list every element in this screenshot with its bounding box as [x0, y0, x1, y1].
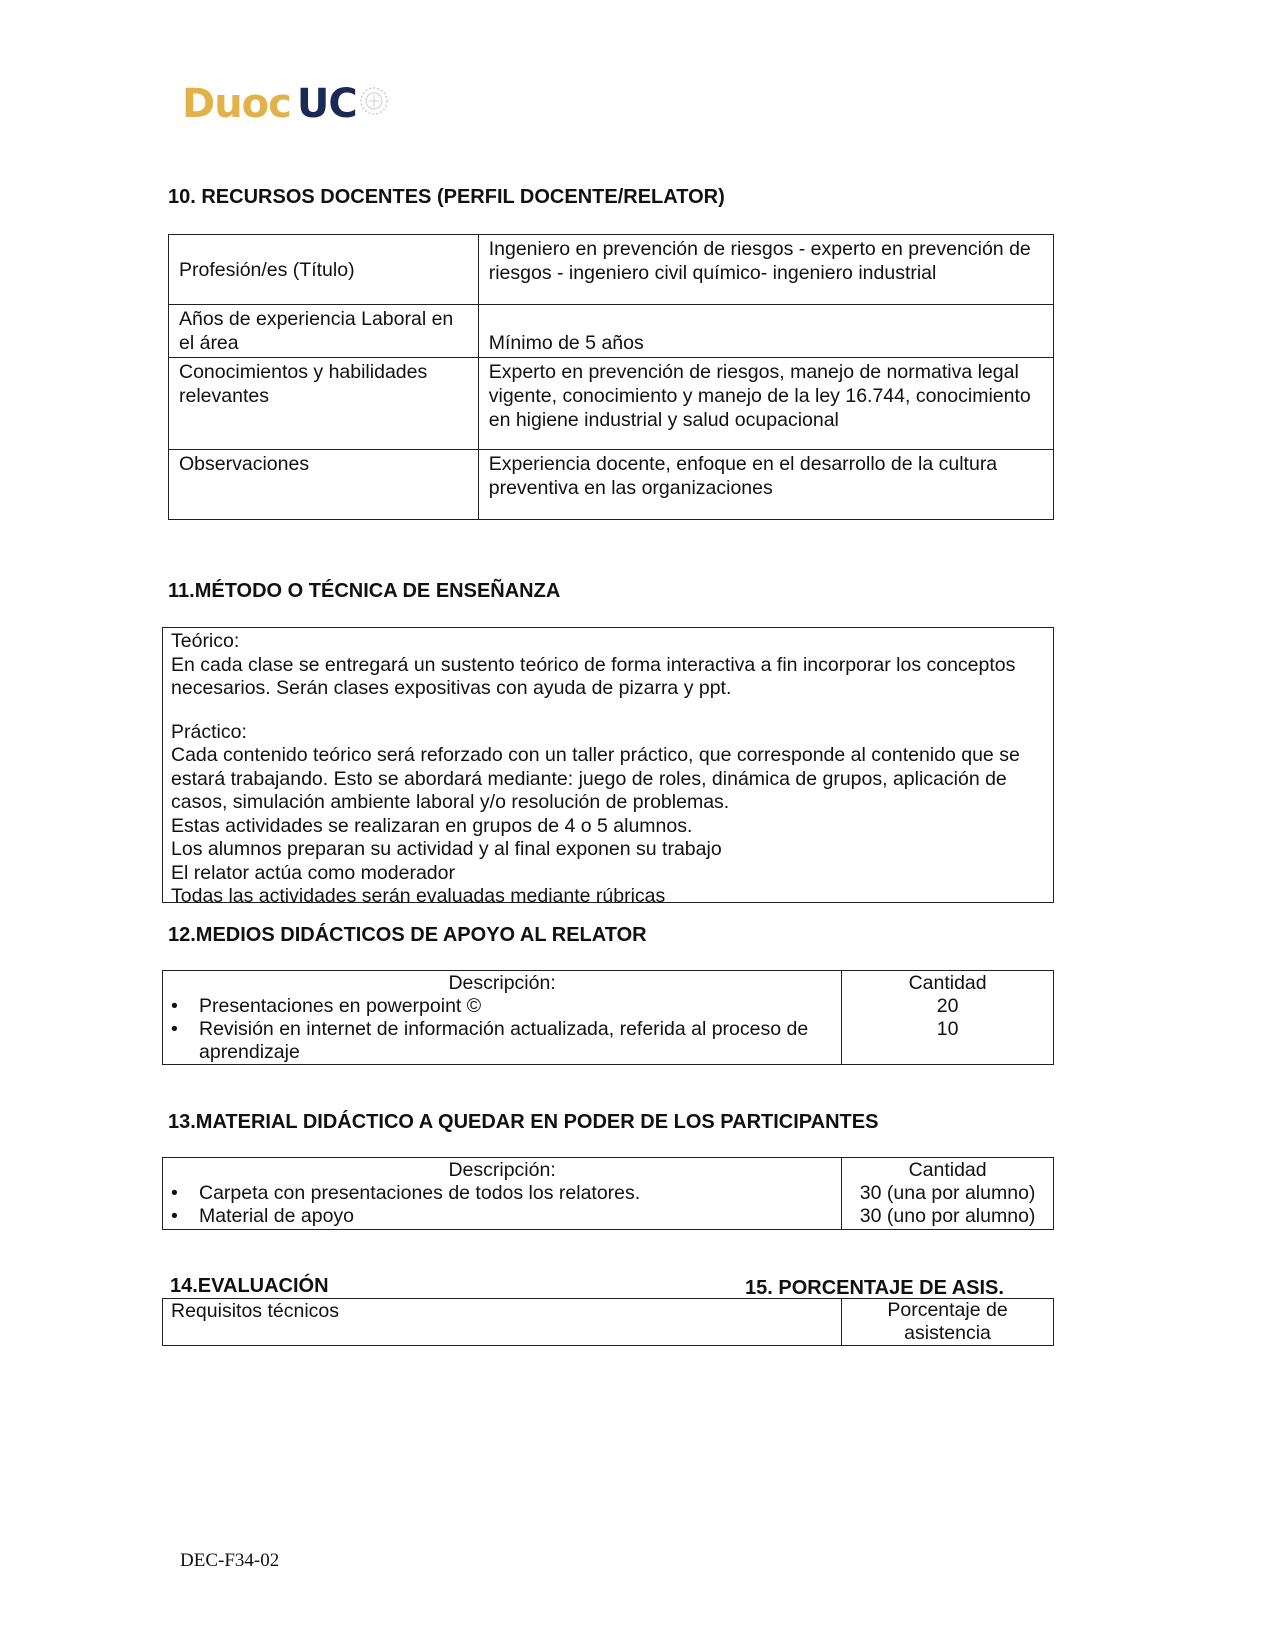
- practice-text: Cada contenido teórico será reforzado con un taller práctico, que corresponde al contenido que se estará trabajando. Esto se abordará mediante: juego de roles, dinámica de grupos, aplicación de casos, simulación ambiente laboral y/o resolución de problemas.: [171, 744, 1020, 813]
- method-line: Todas las actividades serán evaluadas mediante rúbricas: [171, 885, 666, 907]
- teaching-method-box: [162, 627, 1054, 907]
- section-10-title: 10. RECURSOS DOCENTES (PERFIL DOCENTE/RELATOR): [168, 186, 725, 208]
- table-row: [163, 1158, 1054, 1230]
- theory-text: En cada clase se entregará un sustento teórico de forma interactiva a fin incorporar los conceptos necesarios. Serán clases expositivas con ayuda de pizarra y ppt.: [171, 653, 1016, 699]
- table-row: [163, 971, 1054, 1065]
- quantity-value: 20: [936, 995, 959, 1017]
- list-item: • Carpeta con presentaciones de todos los relatores.: [163, 1182, 841, 1205]
- experience-value: Mínimo de 5 años: [488, 332, 644, 354]
- evaluation-table: [162, 1298, 1054, 1346]
- observations-value: Experiencia docente, enfoque en el desarrollo de la cultura preventiva en las organizaciones: [488, 453, 998, 499]
- observations-label: Observaciones: [179, 453, 310, 475]
- section-15-title: 15. PORCENTAJE DE ASIS.: [745, 1277, 1004, 1299]
- method-line: Estas actividades se realizaran en grupos de 4 o 5 alumnos.: [171, 814, 693, 837]
- skills-label: Conocimientos y habilidades relevantes: [179, 361, 428, 407]
- logo-duoc-text: Duoc: [182, 81, 291, 127]
- description-header: Descripción:: [448, 1159, 556, 1181]
- section-11-title: 11.MÉTODO O TÉCNICA DE ENSEÑANZA: [168, 580, 561, 602]
- skills-value: Experto en prevención de riesgos, manejo de normativa legal vigente, conocimiento y manejo de la ley 16.744, conocimiento en higiene industrial y salud ocupacional: [488, 361, 1031, 431]
- table-row: [169, 305, 1054, 358]
- description-header: Descripción:: [448, 972, 556, 994]
- list-item: • Material de apoyo: [163, 1205, 841, 1228]
- practice-label: Práctico:: [171, 720, 247, 743]
- method-line: El relator actúa como moderador: [171, 861, 455, 884]
- section-12-title: 12.MEDIOS DIDÁCTICOS DE APOYO AL RELATOR: [168, 924, 647, 946]
- technical-requirements-label: Requisitos técnicos: [171, 1300, 339, 1322]
- experience-label: Años de experiencia Laboral en el área: [179, 308, 454, 354]
- theory-label: Teórico:: [171, 630, 240, 652]
- table-row: [169, 450, 1054, 520]
- quantity-value: 10: [936, 1018, 959, 1040]
- table-row: [163, 1299, 1054, 1346]
- participant-material-table: [162, 1157, 1054, 1230]
- list-item: • Presentaciones en powerpoint ©: [163, 995, 821, 1018]
- quantity-value: 30 (uno por alumno): [859, 1205, 1036, 1227]
- teacher-profile-table: [168, 234, 1054, 520]
- profession-label: Profesión/es (Título): [179, 258, 355, 281]
- profession-value: Ingeniero en prevención de riesgos - experto en prevención de riesgos - ingeniero civil químico- ingeniero industrial: [488, 238, 1031, 284]
- duoc-uc-logo: [182, 78, 389, 130]
- seal-icon: [359, 86, 389, 116]
- section-13-title: 13.MATERIAL DIDÁCTICO A QUEDAR EN PODER DE LOS PARTICIPANTES: [168, 1111, 879, 1133]
- quantity-value: 30 (una por alumno): [859, 1182, 1036, 1204]
- list-item: • Revisión en internet de información actualizada, referida al proceso de aprendizaje: [163, 1018, 821, 1064]
- section-14-title: 14.EVALUACIÓN: [170, 1275, 329, 1297]
- document-code: DEC-F34-02: [180, 1550, 280, 1571]
- quantity-header: Cantidad: [908, 1159, 987, 1181]
- table-row: [169, 235, 1054, 305]
- method-line: Los alumnos preparan su actividad y al final exponen su trabajo: [171, 838, 722, 860]
- table-row: [169, 358, 1054, 450]
- attendance-percentage-label: Porcentaje de asistencia: [887, 1299, 1008, 1344]
- support-media-table: [162, 970, 1054, 1065]
- logo-uc-text: UC: [296, 81, 357, 127]
- quantity-header: Cantidad: [908, 972, 987, 994]
